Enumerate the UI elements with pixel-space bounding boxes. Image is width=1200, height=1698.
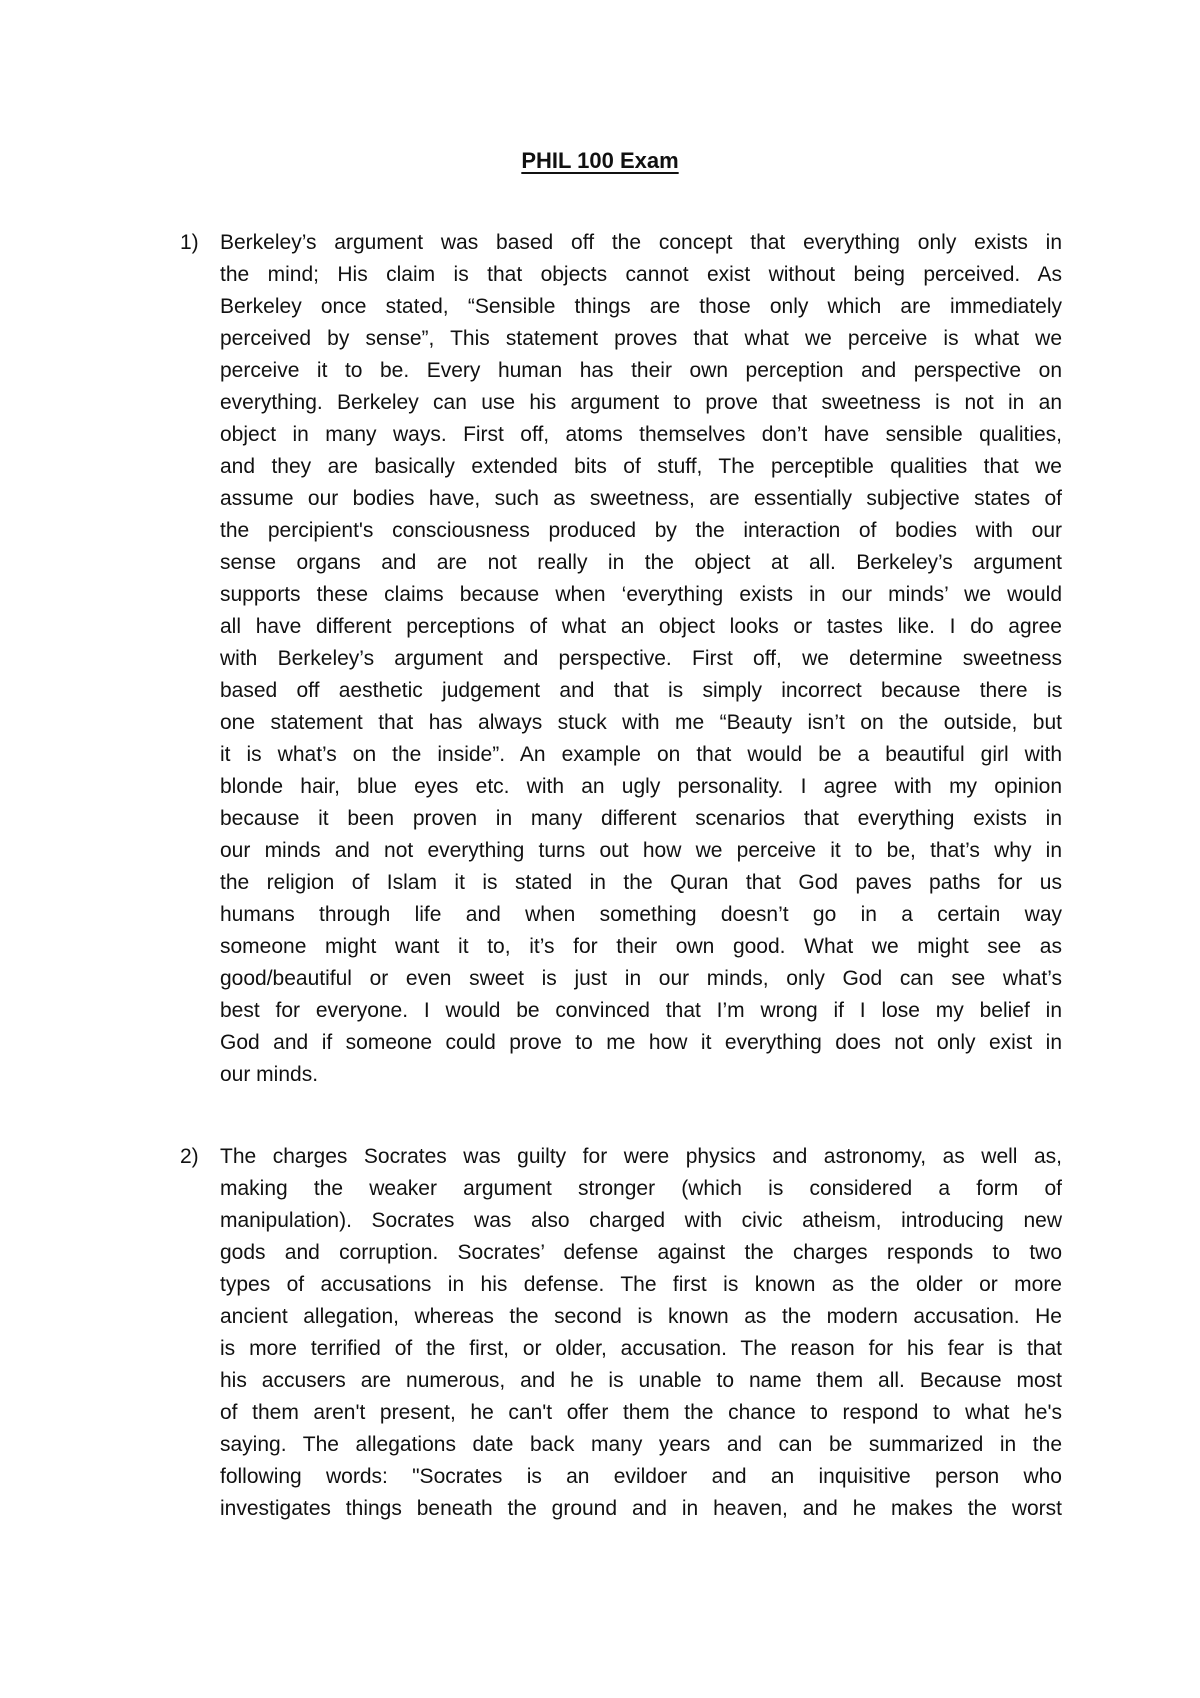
answer-line: blonde hair, blue eyes etc. with an ugly personality. I agree with my opinion: [220, 775, 1062, 798]
answer-line: investigates things beneath the ground and in heaven, and he makes the worst: [220, 1497, 1062, 1520]
answer-line: following words: "Socrates is an evildoer and an inquisitive person who: [220, 1465, 1062, 1488]
answer-line: gods and corruption. Socrates’ defense against the charges responds to two: [220, 1241, 1062, 1264]
answer-line: perceive it to be. Every human has their own perception and perspective on: [220, 359, 1062, 382]
answer-line: based off aesthetic judgement and that is simply incorrect because there is: [220, 679, 1062, 702]
answer-line: because it been proven in many different scenarios that everything exists in: [220, 807, 1062, 830]
answer-line: of them aren't present, he can't offer them the chance to respond to what he's: [220, 1401, 1062, 1424]
answer-line: The charges Socrates was guilty for were physics and astronomy, as well as,: [220, 1145, 1062, 1168]
answer-line: saying. The allegations date back many years and can be summarized in the: [220, 1433, 1062, 1456]
answer-line: all have different perceptions of what an object looks or tastes like. I do agree: [220, 615, 1062, 638]
answer-line: the religion of Islam it is stated in the Quran that God paves paths for us: [220, 871, 1062, 894]
answer-line: with Berkeley’s argument and perspective. First off, we determine sweetness: [220, 647, 1062, 670]
answer-line: making the weaker argument stronger (which is considered a form of: [220, 1177, 1062, 1200]
answer-line: it is what’s on the inside”. An example on that would be a beautiful girl with: [220, 743, 1062, 766]
answer-line: object in many ways. First off, atoms themselves don’t have sensible qualities,: [220, 423, 1062, 446]
answer-line: his accusers are numerous, and he is unable to name them all. Because most: [220, 1369, 1062, 1392]
question-answer: [220, 1141, 1062, 1525]
question-number: 1): [180, 231, 199, 254]
question-number: 2): [180, 1145, 199, 1168]
answer-line: our minds.: [220, 1063, 319, 1086]
answer-line: Berkeley’s argument was based off the concept that everything only exists in: [220, 231, 1062, 254]
answer-line: types of accusations in his defense. The first is known as the older or more: [220, 1273, 1062, 1296]
answer-line: humans through life and when something doesn’t go in a certain way: [220, 903, 1062, 926]
answer-line: manipulation). Socrates was also charged with civic atheism, introducing new: [220, 1209, 1062, 1232]
answer-line: the mind; His claim is that objects cannot exist without being perceived. As: [220, 263, 1062, 286]
answer-line: supports these claims because when ‘everything exists in our minds’ we would: [220, 583, 1062, 606]
answer-line: sense organs and are not really in the object at all. Berkeley’s argument: [220, 551, 1062, 574]
answer-line: everything. Berkeley can use his argument to prove that sweetness is not in an: [220, 391, 1062, 414]
page-title: PHIL 100 Exam: [521, 148, 679, 173]
answer-line: God and if someone could prove to me how it everything does not only exist in: [220, 1031, 1062, 1054]
answer-line: one statement that has always stuck with me “Beauty isn’t on the outside, but: [220, 711, 1062, 734]
answer-line: assume our bodies have, such as sweetness, are essentially subjective states of: [220, 487, 1062, 510]
answer-line: and they are basically extended bits of stuff, The perceptible qualities that we: [220, 455, 1062, 478]
answer-line: best for everyone. I would be convinced that I’m wrong if I lose my belief in: [220, 999, 1062, 1022]
answer-line: is more terrified of the first, or older, accusation. The reason for his fear is that: [220, 1337, 1062, 1360]
answer-line: good/beautiful or even sweet is just in our minds, only God can see what’s: [220, 967, 1062, 990]
answer-line: someone might want it to, it’s for their own good. What we might see as: [220, 935, 1062, 958]
question-answer: [220, 227, 1062, 1091]
answer-line: ancient allegation, whereas the second is known as the modern accusation. He: [220, 1305, 1062, 1328]
answer-line: Berkeley once stated, “Sensible things are those only which are immediately: [220, 295, 1062, 318]
answer-line: our minds and not everything turns out how we perceive it to be, that’s why in: [220, 839, 1062, 862]
answer-line: the percipient's consciousness produced by the interaction of bodies with our: [220, 519, 1062, 542]
answer-line: perceived by sense”, This statement proves that what we perceive is what we: [220, 327, 1062, 350]
